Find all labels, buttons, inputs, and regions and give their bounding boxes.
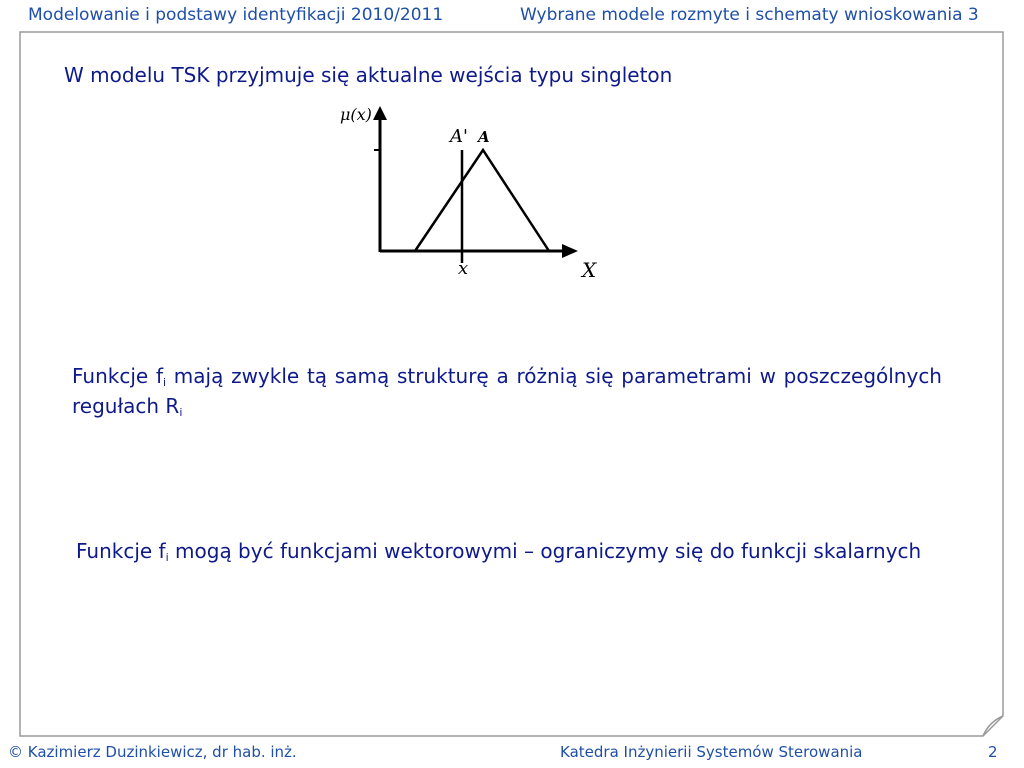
topic-header: Wybrane modele rozmyte i schematy wnioskowania 3 — [520, 5, 979, 25]
singleton-membership-figure — [336, 98, 600, 288]
subscript: i — [165, 551, 169, 564]
singleton-label: A' — [450, 126, 468, 147]
paragraph-text: Funkcje f — [72, 364, 163, 388]
course-header: Modelowanie i podstawy identyfikacji 2010/2011 — [28, 5, 444, 25]
fuzzy-set-label: A — [478, 128, 490, 146]
page-number: 2 — [988, 743, 998, 761]
footer-author: © Kazimierz Duzinkiewicz, dr hab. inż. — [8, 743, 297, 761]
input-value-label: x — [458, 258, 469, 279]
footer-department: Katedra Inżynierii Systemów Sterowania — [560, 743, 863, 761]
y-axis-label: μ(x) — [340, 105, 372, 124]
subscript: i — [179, 406, 183, 419]
subscript: i — [162, 376, 167, 389]
paragraph-vector-functions — [76, 536, 956, 566]
slide-title: W modelu TSK przyjmuje się aktualne wejścia typu singleton — [64, 63, 673, 87]
paragraph-text: Funkcje f — [76, 539, 166, 563]
paragraph-structure — [72, 361, 942, 421]
paragraph-text: mogą być funkcjami wektorowymi – ograniczymy się do funkcji skalarnych — [168, 539, 922, 563]
x-axis-label: X — [582, 258, 597, 282]
paragraph-text: mają zwykle tą samą strukturę a różnią się parametrami w poszczególnych regułach R — [72, 364, 942, 418]
